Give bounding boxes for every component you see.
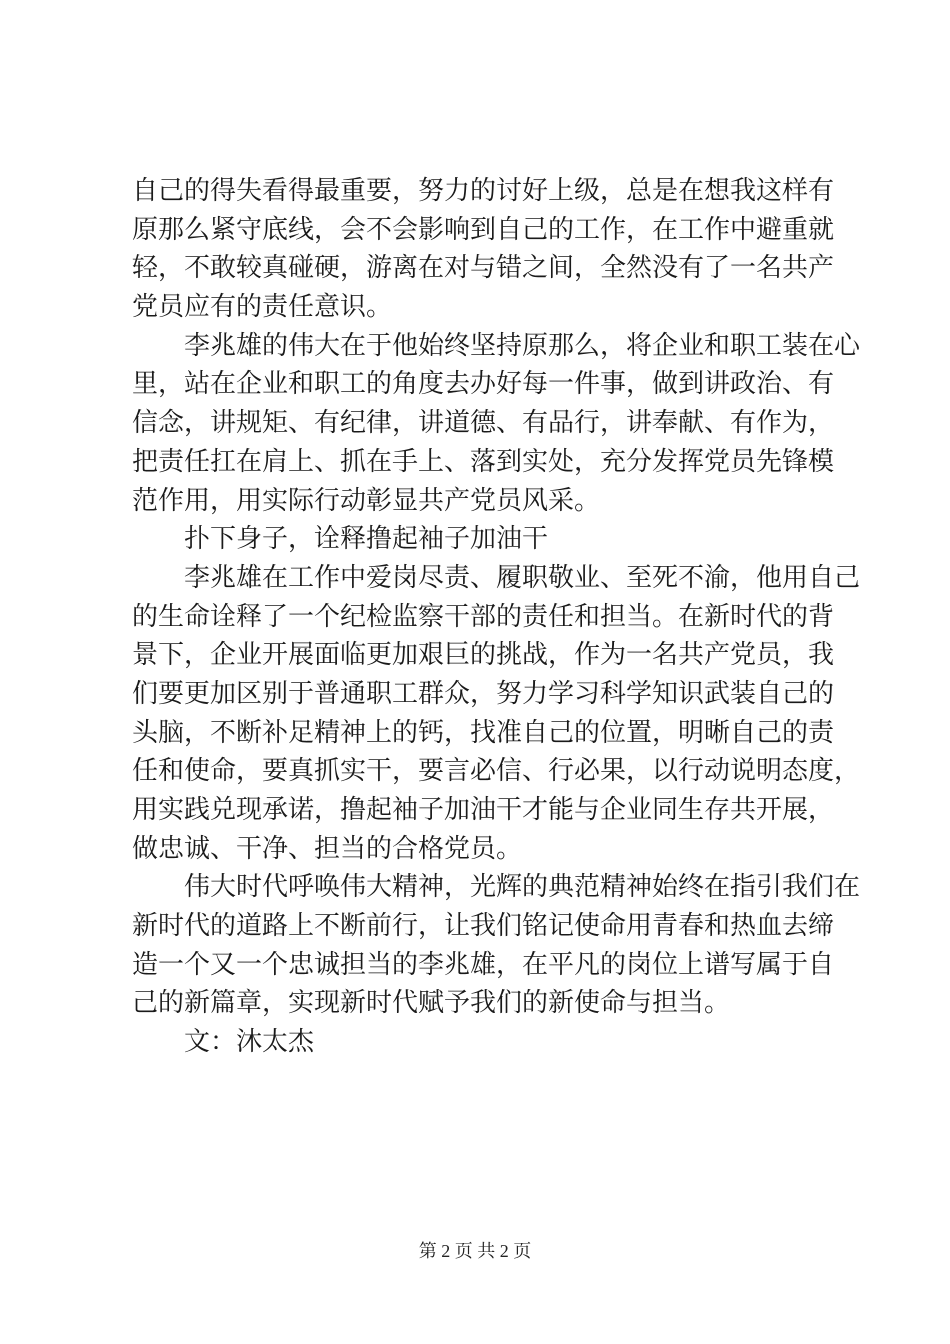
text-line: 范作用，用实际行动彰显共产党员风采。 — [132, 485, 601, 516]
text-line: 扑下身子，诠释撸起袖子加油干 — [184, 524, 549, 555]
text-line: 李兆雄在工作中爱岗尽责、履职敬业、至死不渝，他用自己 — [184, 562, 861, 593]
text-line: 任和使命，要真抓实干，要言必信、行必果，以行动说明态度， — [132, 756, 861, 787]
text-line: 的生命诠释了一个纪检监察干部的责任和担当。在新时代的背 — [132, 601, 835, 632]
text-line: 自己的得失看得最重要，努力的讨好上级，总是在想我这样有 — [132, 176, 835, 206]
text-line: 头脑，不断补足精神上的钙，找准自己的位置，明晰自己的责 — [132, 717, 835, 748]
text-line: 党员应有的责任意识。 — [132, 292, 393, 323]
text-line: 己的新篇章，实现新时代赋予我们的新使命与担当。 — [132, 988, 731, 1019]
text-line: 轻，不敢较真碰硬，游离在对与错之间，全然没有了一名共产 — [132, 253, 835, 284]
page-footer: 第 2 页 共 2 页 — [418, 1241, 532, 1261]
text-line: 们要更加区别于普通职工群众，努力学习科学知识武装自己的 — [132, 678, 835, 709]
text-line: 信念，讲规矩、有纪律，讲道德、有品行，讲奉献、有作为， — [132, 408, 835, 439]
document-body — [132, 172, 861, 1062]
text-line: 把责任扛在肩上、抓在手上、落到实处，充分发挥党员先锋模 — [132, 446, 835, 477]
text-line: 景下，企业开展面临更加艰巨的挑战，作为一名共产党员，我 — [132, 640, 835, 671]
text-line: 李兆雄的伟大在于他始终坚持原那么，将企业和职工装在心 — [184, 330, 861, 361]
text-line: 伟大时代呼唤伟大精神，光辉的典范精神始终在指引我们在 — [184, 872, 861, 903]
text-line: 文：沐太杰 — [184, 1027, 315, 1058]
text-line: 里，站在企业和职工的角度去办好每一件事，做到讲政治、有 — [132, 369, 835, 400]
text-line: 造一个又一个忠诚担当的李兆雄，在平凡的岗位上谱写属于自 — [132, 949, 835, 980]
text-line: 新时代的道路上不断前行，让我们铭记使命用青春和热血去缔 — [132, 911, 835, 942]
text-line: 做忠诚、干净、担当的合格党员。 — [132, 833, 523, 864]
text-line: 原那么紧守底线，会不会影响到自己的工作，在工作中避重就 — [132, 214, 835, 245]
text-line: 用实践兑现承诺，撸起袖子加油干才能与企业同生存共开展， — [132, 795, 835, 825]
